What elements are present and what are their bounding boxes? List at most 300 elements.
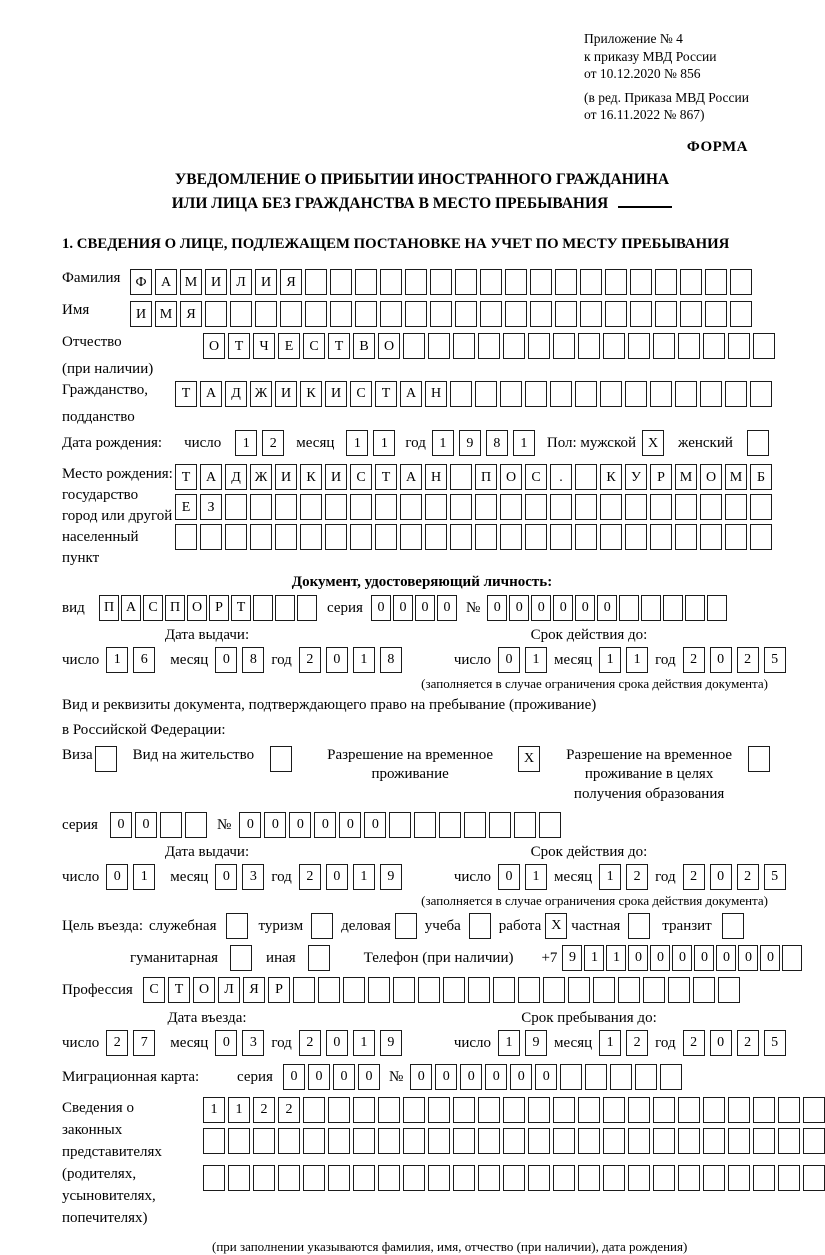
form-cell[interactable] xyxy=(700,524,722,550)
form-cell[interactable] xyxy=(250,494,272,520)
form-cell[interactable] xyxy=(680,269,702,295)
form-cell[interactable]: 0 xyxy=(575,595,595,621)
form-cell[interactable]: О xyxy=(193,977,215,1003)
form-cell[interactable] xyxy=(625,524,647,550)
form-cell[interactable] xyxy=(725,524,747,550)
form-cell[interactable] xyxy=(378,1128,400,1154)
form-cell[interactable] xyxy=(578,1165,600,1191)
form-cell[interactable]: О xyxy=(500,464,522,490)
form-cell[interactable]: А xyxy=(400,381,422,407)
form-cell[interactable] xyxy=(328,1097,350,1123)
form-cell[interactable] xyxy=(655,269,677,295)
form-cell[interactable]: 0 xyxy=(393,595,413,621)
form-cell[interactable] xyxy=(525,381,547,407)
form-cell[interactable] xyxy=(328,1165,350,1191)
form-cell[interactable] xyxy=(308,945,330,971)
form-cell[interactable]: К xyxy=(600,464,622,490)
form-cell[interactable] xyxy=(653,1128,675,1154)
form-cell[interactable]: 2 xyxy=(626,1030,648,1056)
form-cell[interactable]: 2 xyxy=(253,1097,275,1123)
form-cell[interactable]: 0 xyxy=(510,1064,532,1090)
form-cell[interactable] xyxy=(469,913,491,939)
form-cell[interactable] xyxy=(550,524,572,550)
form-cell[interactable] xyxy=(450,381,472,407)
form-cell[interactable]: А xyxy=(200,464,222,490)
form-cell[interactable] xyxy=(203,1128,225,1154)
form-cell[interactable] xyxy=(653,1097,675,1123)
form-cell[interactable]: X xyxy=(642,430,664,456)
form-cell[interactable]: 8 xyxy=(380,647,402,673)
form-cell[interactable] xyxy=(380,301,402,327)
form-cell[interactable] xyxy=(355,301,377,327)
form-cell[interactable] xyxy=(578,1128,600,1154)
form-cell[interactable]: 0 xyxy=(135,812,157,838)
form-cell[interactable] xyxy=(618,977,640,1003)
form-cell[interactable] xyxy=(300,524,322,550)
form-cell[interactable]: А xyxy=(200,381,222,407)
form-cell[interactable] xyxy=(353,1165,375,1191)
form-cell[interactable]: 1 xyxy=(353,1030,375,1056)
form-cell[interactable] xyxy=(628,1165,650,1191)
form-cell[interactable] xyxy=(585,1064,607,1090)
form-cell[interactable]: Т xyxy=(168,977,190,1003)
form-cell[interactable]: В xyxy=(353,333,375,359)
form-cell[interactable] xyxy=(414,812,436,838)
form-cell[interactable]: 0 xyxy=(326,864,348,890)
form-cell[interactable] xyxy=(500,381,522,407)
form-cell[interactable] xyxy=(378,1097,400,1123)
form-cell[interactable]: Л xyxy=(218,977,240,1003)
form-cell[interactable]: Т xyxy=(375,464,397,490)
form-cell[interactable] xyxy=(325,494,347,520)
form-cell[interactable]: 0 xyxy=(326,647,348,673)
form-cell[interactable]: 0 xyxy=(437,595,457,621)
form-cell[interactable]: 5 xyxy=(764,1030,786,1056)
form-cell[interactable] xyxy=(575,524,597,550)
form-cell[interactable] xyxy=(280,301,302,327)
form-cell[interactable] xyxy=(778,1097,800,1123)
form-cell[interactable] xyxy=(753,1097,775,1123)
form-cell[interactable]: 1 xyxy=(133,864,155,890)
form-cell[interactable] xyxy=(668,977,690,1003)
form-cell[interactable] xyxy=(628,913,650,939)
form-cell[interactable]: Т xyxy=(175,464,197,490)
form-cell[interactable] xyxy=(778,1165,800,1191)
form-cell[interactable]: К xyxy=(300,464,322,490)
form-cell[interactable]: 0 xyxy=(672,945,692,971)
form-cell[interactable]: X xyxy=(518,746,540,772)
form-cell[interactable] xyxy=(430,301,452,327)
form-cell[interactable]: О xyxy=(203,333,225,359)
form-cell[interactable] xyxy=(653,333,675,359)
form-cell[interactable] xyxy=(782,945,802,971)
form-cell[interactable] xyxy=(253,595,273,621)
form-cell[interactable] xyxy=(555,269,577,295)
form-cell[interactable] xyxy=(425,494,447,520)
form-cell[interactable]: 0 xyxy=(535,1064,557,1090)
form-cell[interactable] xyxy=(610,1064,632,1090)
form-cell[interactable] xyxy=(707,595,727,621)
form-cell[interactable] xyxy=(160,812,182,838)
form-cell[interactable]: 2 xyxy=(683,1030,705,1056)
form-cell[interactable]: И xyxy=(275,464,297,490)
form-cell[interactable]: 0 xyxy=(358,1064,380,1090)
form-cell[interactable]: С xyxy=(143,595,163,621)
form-cell[interactable] xyxy=(514,812,536,838)
form-cell[interactable]: 1 xyxy=(626,647,648,673)
form-cell[interactable] xyxy=(453,1097,475,1123)
form-cell[interactable]: 0 xyxy=(485,1064,507,1090)
form-cell[interactable] xyxy=(603,1165,625,1191)
form-cell[interactable] xyxy=(603,1097,625,1123)
form-cell[interactable] xyxy=(693,977,715,1003)
form-cell[interactable] xyxy=(718,977,740,1003)
form-cell[interactable] xyxy=(305,269,327,295)
form-cell[interactable] xyxy=(750,381,772,407)
form-cell[interactable]: 0 xyxy=(597,595,617,621)
form-cell[interactable] xyxy=(630,269,652,295)
form-cell[interactable]: 1 xyxy=(606,945,626,971)
form-cell[interactable] xyxy=(678,333,700,359)
form-cell[interactable]: 0 xyxy=(283,1064,305,1090)
form-cell[interactable]: 0 xyxy=(215,1030,237,1056)
form-cell[interactable] xyxy=(443,977,465,1003)
form-cell[interactable] xyxy=(200,524,222,550)
form-cell[interactable] xyxy=(450,524,472,550)
form-cell[interactable] xyxy=(555,301,577,327)
form-cell[interactable]: М xyxy=(725,464,747,490)
form-cell[interactable]: 1 xyxy=(228,1097,250,1123)
form-cell[interactable]: 0 xyxy=(498,864,520,890)
form-cell[interactable] xyxy=(803,1128,825,1154)
form-cell[interactable] xyxy=(803,1097,825,1123)
form-cell[interactable] xyxy=(230,945,252,971)
form-cell[interactable]: Ф xyxy=(130,269,152,295)
form-cell[interactable]: И xyxy=(325,381,347,407)
form-cell[interactable] xyxy=(393,977,415,1003)
form-cell[interactable]: И xyxy=(130,301,152,327)
form-cell[interactable] xyxy=(278,1128,300,1154)
form-cell[interactable] xyxy=(600,494,622,520)
form-cell[interactable] xyxy=(403,1165,425,1191)
form-cell[interactable] xyxy=(650,381,672,407)
form-cell[interactable]: Ч xyxy=(253,333,275,359)
form-cell[interactable] xyxy=(553,1165,575,1191)
form-cell[interactable]: Т xyxy=(328,333,350,359)
form-cell[interactable] xyxy=(297,595,317,621)
form-cell[interactable] xyxy=(503,1097,525,1123)
form-cell[interactable] xyxy=(293,977,315,1003)
form-cell[interactable] xyxy=(368,977,390,1003)
form-cell[interactable]: 1 xyxy=(353,864,375,890)
form-cell[interactable] xyxy=(185,812,207,838)
form-cell[interactable] xyxy=(700,494,722,520)
form-cell[interactable] xyxy=(395,913,417,939)
form-cell[interactable] xyxy=(275,524,297,550)
form-cell[interactable] xyxy=(489,812,511,838)
form-cell[interactable]: 1 xyxy=(599,1030,621,1056)
form-cell[interactable] xyxy=(635,1064,657,1090)
form-cell[interactable]: 0 xyxy=(110,812,132,838)
form-cell[interactable] xyxy=(226,913,248,939)
form-cell[interactable]: 1 xyxy=(432,430,454,456)
form-cell[interactable] xyxy=(550,494,572,520)
form-cell[interactable]: 0 xyxy=(738,945,758,971)
form-cell[interactable] xyxy=(405,269,427,295)
form-cell[interactable] xyxy=(203,1165,225,1191)
form-cell[interactable] xyxy=(703,1165,725,1191)
form-cell[interactable] xyxy=(593,977,615,1003)
form-cell[interactable]: 0 xyxy=(415,595,435,621)
form-cell[interactable] xyxy=(428,333,450,359)
form-cell[interactable] xyxy=(675,494,697,520)
form-cell[interactable] xyxy=(353,1097,375,1123)
form-cell[interactable] xyxy=(528,1097,550,1123)
form-cell[interactable]: Н xyxy=(425,464,447,490)
form-cell[interactable] xyxy=(747,430,769,456)
form-cell[interactable] xyxy=(748,746,770,772)
form-cell[interactable]: О xyxy=(378,333,400,359)
form-cell[interactable] xyxy=(425,524,447,550)
form-cell[interactable]: 0 xyxy=(650,945,670,971)
form-cell[interactable]: 0 xyxy=(760,945,780,971)
form-cell[interactable] xyxy=(503,333,525,359)
form-cell[interactable]: Б xyxy=(750,464,772,490)
form-cell[interactable]: Ж xyxy=(250,381,272,407)
form-cell[interactable]: И xyxy=(275,381,297,407)
form-cell[interactable] xyxy=(228,1128,250,1154)
form-cell[interactable] xyxy=(628,1128,650,1154)
form-cell[interactable]: С xyxy=(303,333,325,359)
form-cell[interactable] xyxy=(575,381,597,407)
form-cell[interactable] xyxy=(278,1165,300,1191)
form-cell[interactable] xyxy=(525,494,547,520)
form-cell[interactable]: У xyxy=(625,464,647,490)
form-cell[interactable] xyxy=(778,1128,800,1154)
form-cell[interactable]: . xyxy=(550,464,572,490)
form-cell[interactable]: Т xyxy=(231,595,251,621)
form-cell[interactable] xyxy=(725,381,747,407)
form-cell[interactable] xyxy=(400,524,422,550)
form-cell[interactable] xyxy=(350,494,372,520)
form-cell[interactable] xyxy=(650,494,672,520)
form-cell[interactable]: Н xyxy=(425,381,447,407)
form-cell[interactable] xyxy=(328,1128,350,1154)
form-cell[interactable] xyxy=(663,595,683,621)
form-cell[interactable] xyxy=(530,269,552,295)
form-cell[interactable] xyxy=(300,494,322,520)
form-cell[interactable]: 0 xyxy=(498,647,520,673)
form-cell[interactable] xyxy=(405,301,427,327)
form-cell[interactable]: 0 xyxy=(628,945,648,971)
form-cell[interactable]: 6 xyxy=(133,647,155,673)
form-cell[interactable]: 5 xyxy=(764,647,786,673)
form-cell[interactable] xyxy=(653,1165,675,1191)
form-cell[interactable]: 1 xyxy=(599,864,621,890)
form-cell[interactable]: 8 xyxy=(242,647,264,673)
form-cell[interactable] xyxy=(375,524,397,550)
form-cell[interactable] xyxy=(728,1097,750,1123)
form-cell[interactable]: 0 xyxy=(364,812,386,838)
form-cell[interactable]: 2 xyxy=(106,1030,128,1056)
form-cell[interactable] xyxy=(500,524,522,550)
form-cell[interactable] xyxy=(705,301,727,327)
form-cell[interactable] xyxy=(250,524,272,550)
form-cell[interactable]: 2 xyxy=(278,1097,300,1123)
form-cell[interactable]: Р xyxy=(268,977,290,1003)
form-cell[interactable]: Я xyxy=(180,301,202,327)
form-cell[interactable]: М xyxy=(675,464,697,490)
form-cell[interactable] xyxy=(703,333,725,359)
form-cell[interactable] xyxy=(330,269,352,295)
form-cell[interactable] xyxy=(750,494,772,520)
form-cell[interactable] xyxy=(578,333,600,359)
form-cell[interactable]: 0 xyxy=(289,812,311,838)
form-cell[interactable]: Я xyxy=(243,977,265,1003)
form-cell[interactable] xyxy=(722,913,744,939)
form-cell[interactable] xyxy=(525,524,547,550)
form-cell[interactable]: 0 xyxy=(215,864,237,890)
form-cell[interactable] xyxy=(505,301,527,327)
form-cell[interactable] xyxy=(600,524,622,550)
form-cell[interactable] xyxy=(400,494,422,520)
form-cell[interactable]: 0 xyxy=(326,1030,348,1056)
form-cell[interactable] xyxy=(350,524,372,550)
form-cell[interactable]: 0 xyxy=(215,647,237,673)
form-cell[interactable] xyxy=(543,977,565,1003)
form-cell[interactable]: 2 xyxy=(683,864,705,890)
form-cell[interactable] xyxy=(428,1128,450,1154)
form-cell[interactable]: И xyxy=(205,269,227,295)
form-cell[interactable]: А xyxy=(155,269,177,295)
form-cell[interactable] xyxy=(725,494,747,520)
form-cell[interactable] xyxy=(630,301,652,327)
form-cell[interactable] xyxy=(703,1128,725,1154)
form-cell[interactable] xyxy=(728,1165,750,1191)
form-cell[interactable]: 2 xyxy=(299,1030,321,1056)
form-cell[interactable] xyxy=(619,595,639,621)
form-cell[interactable] xyxy=(641,595,661,621)
form-cell[interactable] xyxy=(580,301,602,327)
form-cell[interactable]: 0 xyxy=(553,595,573,621)
form-cell[interactable] xyxy=(330,301,352,327)
form-cell[interactable]: Т xyxy=(175,381,197,407)
form-cell[interactable] xyxy=(603,1128,625,1154)
form-cell[interactable]: 1 xyxy=(599,647,621,673)
form-cell[interactable]: И xyxy=(325,464,347,490)
form-cell[interactable]: О xyxy=(187,595,207,621)
form-cell[interactable]: 0 xyxy=(339,812,361,838)
form-cell[interactable]: 2 xyxy=(262,430,284,456)
form-cell[interactable] xyxy=(505,269,527,295)
form-cell[interactable]: Д xyxy=(225,464,247,490)
form-cell[interactable]: З xyxy=(200,494,222,520)
form-cell[interactable]: П xyxy=(475,464,497,490)
form-cell[interactable] xyxy=(478,1165,500,1191)
form-cell[interactable] xyxy=(655,301,677,327)
form-cell[interactable]: А xyxy=(400,464,422,490)
form-cell[interactable]: 1 xyxy=(353,647,375,673)
form-cell[interactable] xyxy=(270,746,292,772)
form-cell[interactable] xyxy=(643,977,665,1003)
form-cell[interactable]: Я xyxy=(280,269,302,295)
form-cell[interactable]: С xyxy=(143,977,165,1003)
form-cell[interactable] xyxy=(660,1064,682,1090)
form-cell[interactable] xyxy=(503,1128,525,1154)
form-cell[interactable] xyxy=(553,1128,575,1154)
form-cell[interactable]: 0 xyxy=(694,945,714,971)
form-cell[interactable] xyxy=(625,381,647,407)
form-cell[interactable] xyxy=(605,269,627,295)
form-cell[interactable]: Л xyxy=(230,269,252,295)
form-cell[interactable] xyxy=(753,1165,775,1191)
form-cell[interactable]: 2 xyxy=(683,647,705,673)
form-cell[interactable]: 3 xyxy=(242,864,264,890)
form-cell[interactable]: Д xyxy=(225,381,247,407)
form-cell[interactable] xyxy=(600,381,622,407)
form-cell[interactable] xyxy=(478,1128,500,1154)
form-cell[interactable]: 1 xyxy=(235,430,257,456)
form-cell[interactable] xyxy=(253,1165,275,1191)
form-cell[interactable] xyxy=(464,812,486,838)
form-cell[interactable] xyxy=(303,1165,325,1191)
form-cell[interactable]: 0 xyxy=(106,864,128,890)
form-cell[interactable] xyxy=(518,977,540,1003)
form-cell[interactable] xyxy=(225,524,247,550)
form-cell[interactable] xyxy=(553,333,575,359)
form-cell[interactable] xyxy=(580,269,602,295)
form-cell[interactable] xyxy=(355,269,377,295)
form-cell[interactable] xyxy=(578,1097,600,1123)
form-cell[interactable]: 0 xyxy=(710,647,732,673)
form-cell[interactable]: М xyxy=(155,301,177,327)
form-cell[interactable]: 0 xyxy=(371,595,391,621)
form-cell[interactable] xyxy=(255,301,277,327)
form-cell[interactable] xyxy=(389,812,411,838)
form-cell[interactable]: Е xyxy=(278,333,300,359)
form-cell[interactable]: 1 xyxy=(106,647,128,673)
form-cell[interactable] xyxy=(703,1097,725,1123)
form-cell[interactable]: 9 xyxy=(562,945,582,971)
form-cell[interactable] xyxy=(228,1165,250,1191)
form-cell[interactable]: Е xyxy=(175,494,197,520)
form-cell[interactable] xyxy=(428,1165,450,1191)
form-cell[interactable]: 0 xyxy=(716,945,736,971)
form-cell[interactable]: И xyxy=(255,269,277,295)
form-cell[interactable] xyxy=(678,1128,700,1154)
form-cell[interactable] xyxy=(550,381,572,407)
form-cell[interactable] xyxy=(378,1165,400,1191)
form-cell[interactable]: С xyxy=(350,381,372,407)
form-cell[interactable] xyxy=(730,269,752,295)
form-cell[interactable] xyxy=(678,1165,700,1191)
form-cell[interactable]: 0 xyxy=(308,1064,330,1090)
form-cell[interactable] xyxy=(225,494,247,520)
form-cell[interactable] xyxy=(628,1097,650,1123)
form-cell[interactable] xyxy=(253,1128,275,1154)
form-cell[interactable]: 2 xyxy=(737,864,759,890)
form-cell[interactable]: С xyxy=(525,464,547,490)
form-cell[interactable] xyxy=(528,1128,550,1154)
form-cell[interactable]: 9 xyxy=(380,1030,402,1056)
form-cell[interactable]: 0 xyxy=(710,1030,732,1056)
form-cell[interactable] xyxy=(678,1097,700,1123)
form-cell[interactable]: X xyxy=(545,913,567,939)
form-cell[interactable] xyxy=(528,1165,550,1191)
form-cell[interactable] xyxy=(450,494,472,520)
form-cell[interactable] xyxy=(311,913,333,939)
form-cell[interactable] xyxy=(303,1128,325,1154)
